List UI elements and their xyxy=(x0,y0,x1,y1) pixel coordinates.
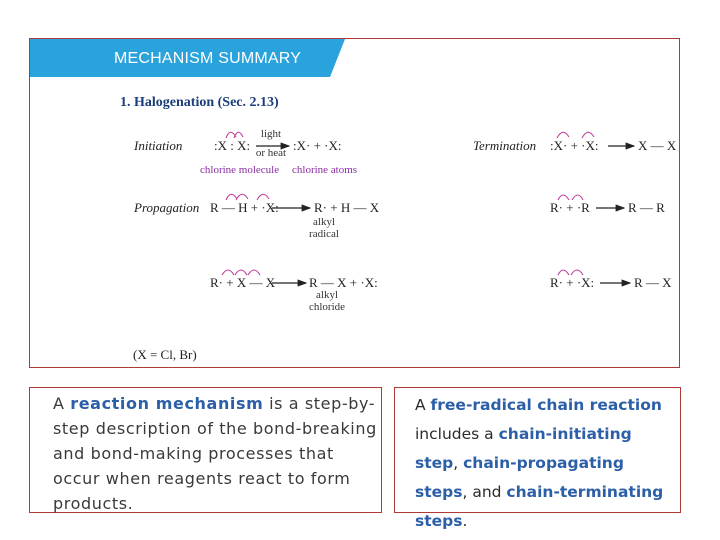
term-chain-terminating-steps: chain-terminating steps xyxy=(415,483,664,530)
initiation-products: :X· + ·X: xyxy=(293,138,342,153)
definition-intro: A xyxy=(53,394,71,413)
termination-label: Termination xyxy=(473,138,537,153)
reaction-mechanism-definition xyxy=(53,391,381,516)
mechanism-summary-panel xyxy=(29,38,680,368)
chain-text-5: . xyxy=(462,512,468,530)
term-reaction-mechanism: reaction mechanism xyxy=(70,394,264,413)
reaction-arrows xyxy=(30,39,681,369)
propagation-label: Propagation xyxy=(134,200,200,215)
note-alkyl-chloride-line1: alkyl xyxy=(316,289,338,301)
termination-step1-left: :X· + ·X: xyxy=(550,138,599,153)
initiation-reactant: :X : X: xyxy=(214,138,251,153)
halogen-legend: (X = Cl, Br) xyxy=(133,347,197,362)
chain-reaction-definition-box xyxy=(394,387,681,530)
chain-text-4: , and xyxy=(462,483,507,501)
propagation-step1-right: R· + H — X xyxy=(314,200,380,215)
caption-chlorine-atoms: chlorine atoms xyxy=(292,164,358,176)
reaction-mechanism-definition-box xyxy=(29,387,382,513)
definition-rest: is a step-by-step description of the bond-breaking and bond-making processes that occur when reagents react to form products. xyxy=(53,394,377,513)
term-free-radical-chain-reaction: free-radical chain reaction xyxy=(430,396,662,414)
section-number: 1. xyxy=(120,95,131,110)
banner-title: MECHANISM SUMMARY xyxy=(114,50,302,67)
chain-text-1: A xyxy=(415,396,431,414)
termination-step2-left: R· + ·R xyxy=(550,200,590,215)
term-chain-initiating-step: chain-initiating step xyxy=(415,425,632,472)
note-alkyl-radical-line1: alkyl xyxy=(313,216,335,228)
initiation-arrow-bottom: or heat xyxy=(255,147,287,159)
initiation-arrow-top: light xyxy=(260,128,282,140)
termination-step2-right: R — R xyxy=(628,200,665,215)
term-chain-propagating-steps: chain-propagating steps xyxy=(415,454,624,501)
note-alkyl-chloride-line2: chloride xyxy=(308,301,346,313)
initiation-label: Initiation xyxy=(134,138,183,153)
propagation-step1-left: R — H + ·X: xyxy=(210,200,279,215)
note-alkyl-radical-line2: radical xyxy=(309,228,339,240)
chain-text-2: includes a xyxy=(415,425,499,443)
chain-reaction-definition xyxy=(415,391,680,536)
termination-step1-right: X — X xyxy=(638,138,677,153)
propagation-step2-left: R· + X — X xyxy=(210,275,276,290)
termination-step3-right: R — X xyxy=(634,275,672,290)
section-title: Halogenation (Sec. 2.13) xyxy=(134,95,279,110)
curved-electron-arrows xyxy=(222,132,594,275)
caption-chlorine-molecule: chlorine molecule xyxy=(200,164,280,176)
termination-step3-left: R· + ·X: xyxy=(550,275,595,290)
chain-text-3: , xyxy=(453,454,464,472)
propagation-step2-right: R — X + ·X: xyxy=(309,275,378,290)
